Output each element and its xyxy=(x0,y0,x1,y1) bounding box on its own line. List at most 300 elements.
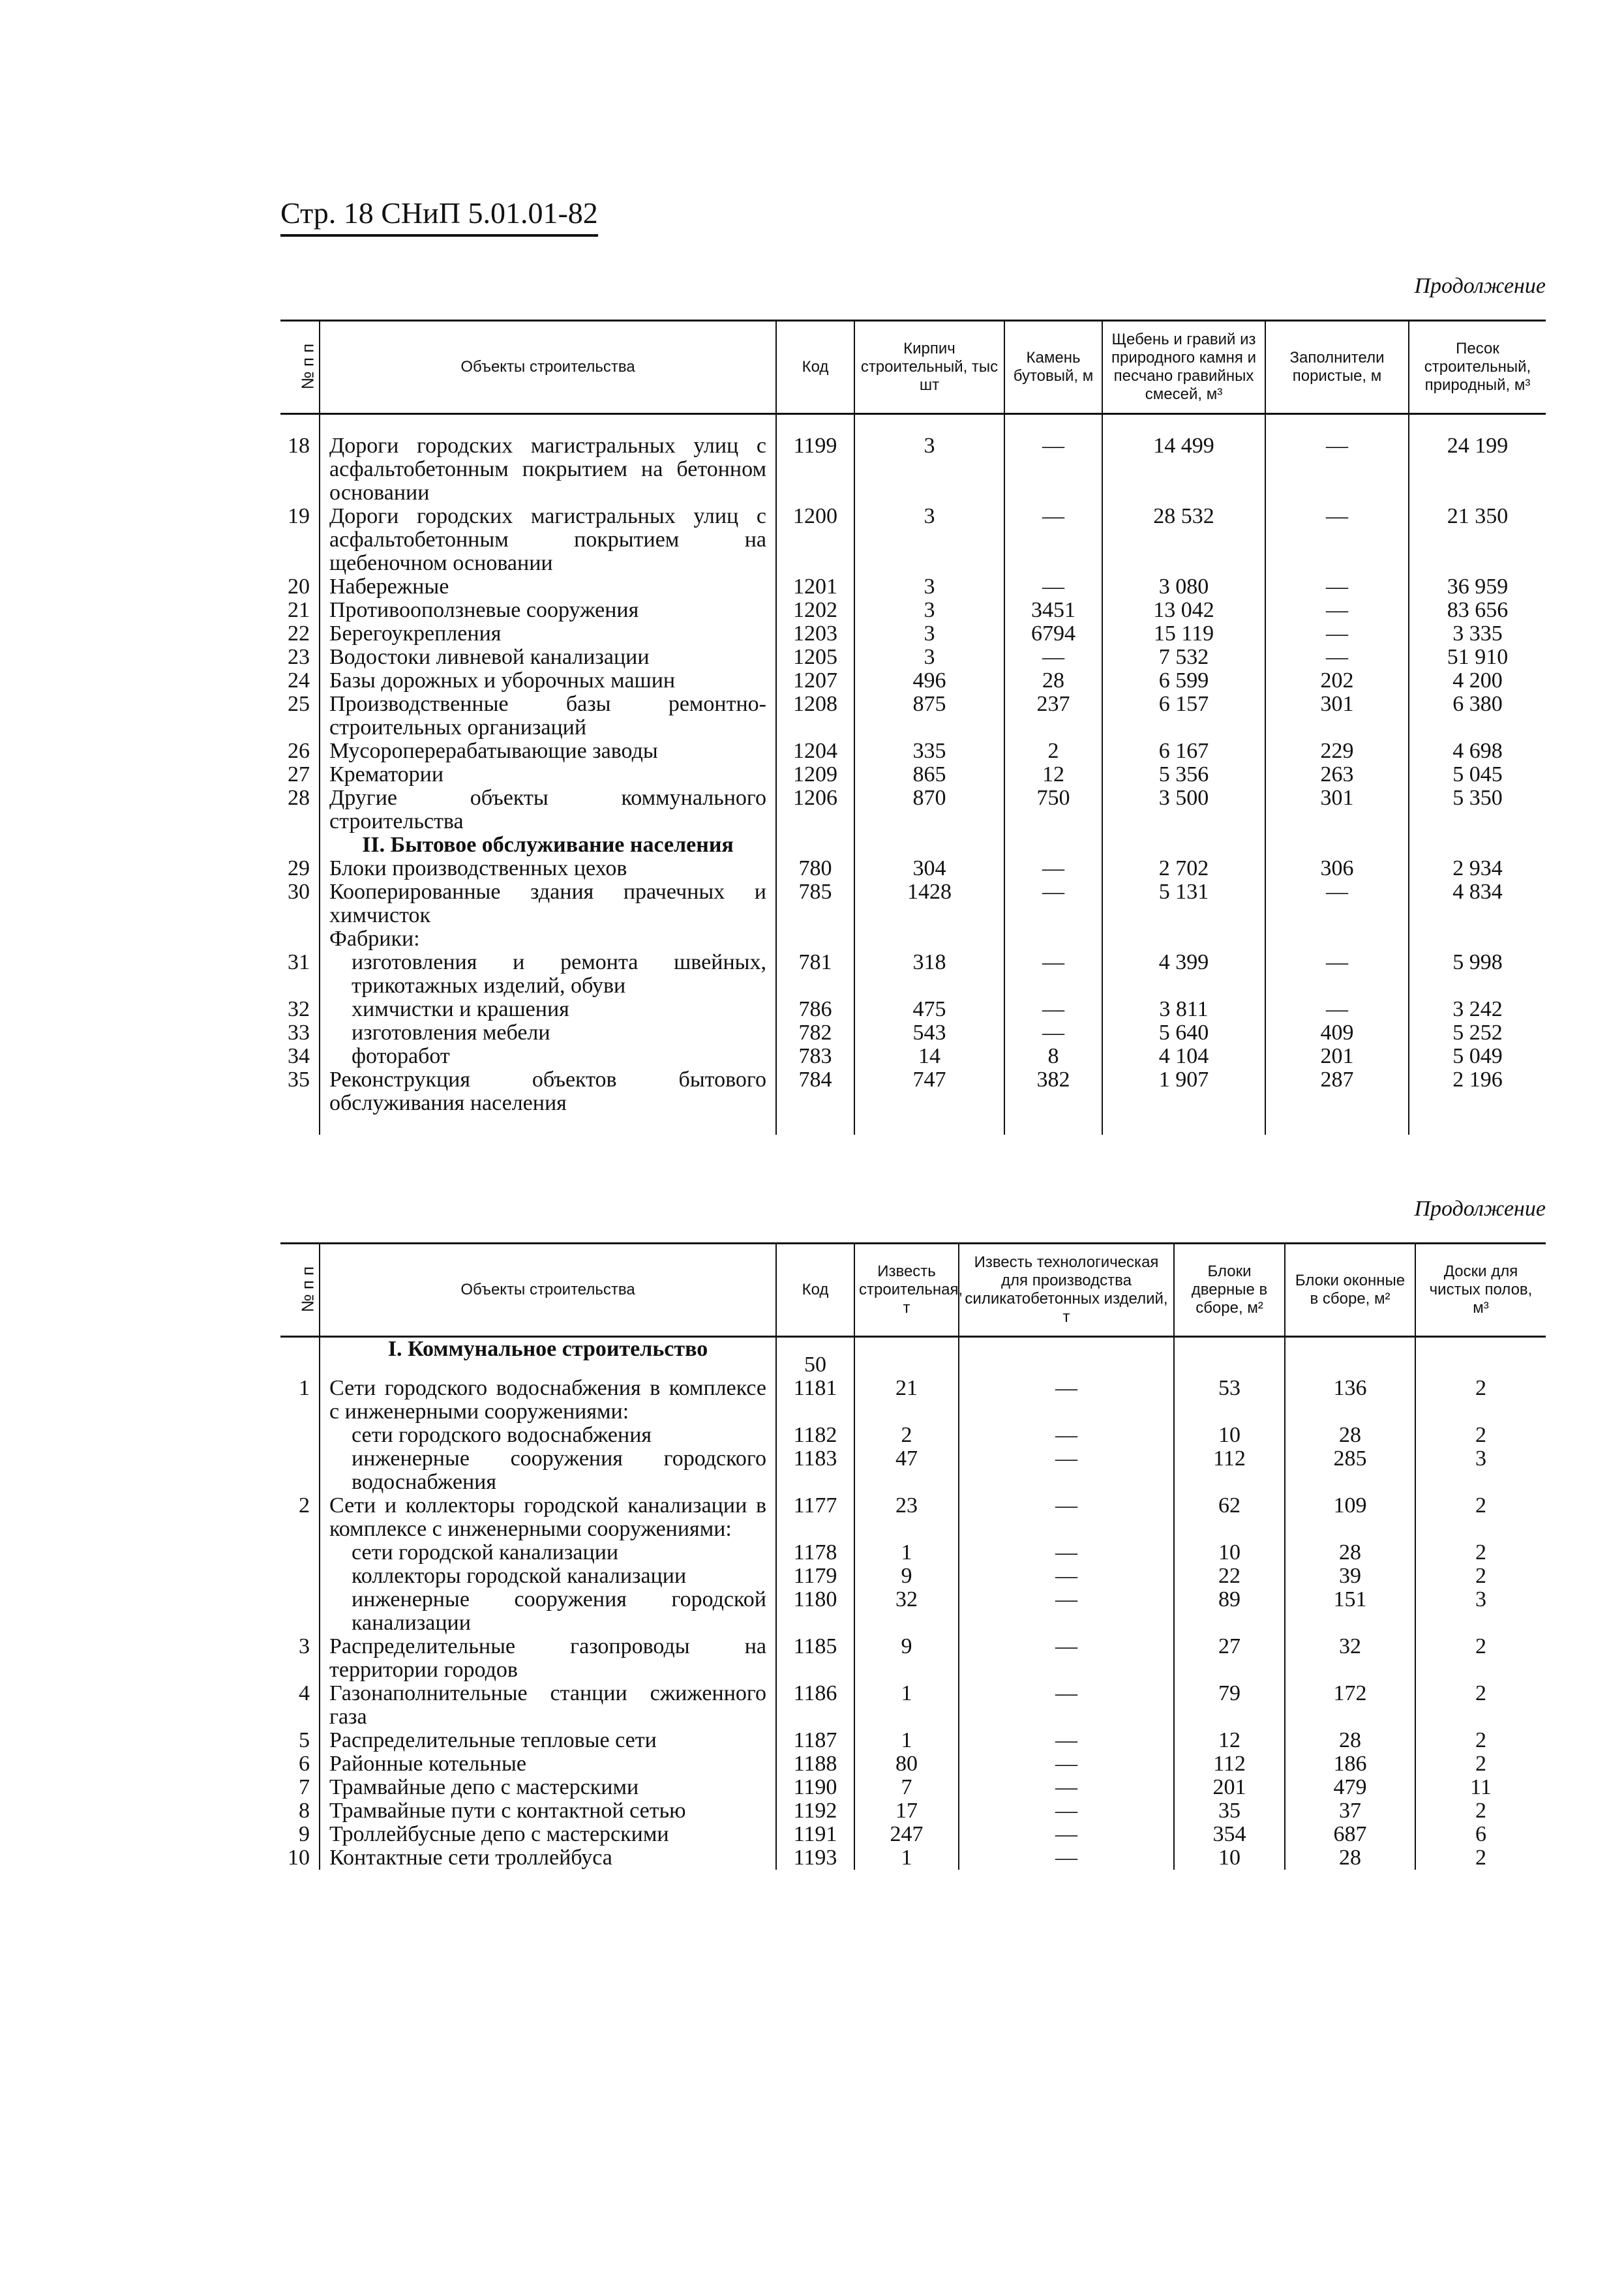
row-number xyxy=(280,1447,320,1494)
row-value: — xyxy=(959,1729,1174,1752)
row-number: 3 xyxy=(299,1634,310,1658)
row-object-name: Реконструкция объектов бытового обслуживания населения xyxy=(320,1068,776,1115)
row-code: 1201 xyxy=(776,575,854,599)
row-value: 109 xyxy=(1285,1494,1415,1541)
row-value: 1 xyxy=(854,1846,959,1870)
row-value: 9 xyxy=(854,1565,959,1588)
row-value xyxy=(1174,1337,1285,1377)
row-object-name: Блоки производственных цехов xyxy=(320,857,776,880)
table-row xyxy=(280,1729,1546,1752)
row-value: 28 xyxy=(1285,1846,1415,1870)
row-number: 24 xyxy=(288,668,310,693)
row-code: 1199 xyxy=(776,434,854,505)
row-number: 2 xyxy=(299,1493,310,1518)
row-value: 5 350 xyxy=(1409,786,1546,833)
continuation-label-2: Продолжение xyxy=(1414,1197,1546,1221)
row-object-name: Базы дорожных и уборочных машин xyxy=(320,669,776,693)
row-value: 3 080 xyxy=(1102,575,1265,599)
row-value: — xyxy=(1004,505,1102,575)
row-code: 1188 xyxy=(776,1752,854,1776)
row-object-name: Распределительные газопроводы на территории городов xyxy=(320,1635,776,1682)
table-row xyxy=(280,1494,1546,1541)
row-object-name: Берегоукрепления xyxy=(320,622,776,646)
row-value: — xyxy=(1004,575,1102,599)
row-code: 1206 xyxy=(776,786,854,833)
spacer-cell xyxy=(1004,414,1102,435)
row-object-name: Дороги городских магистральных улиц с асфальтобетонным покрытием на щебеночном основании xyxy=(320,505,776,575)
table-row xyxy=(280,786,1546,833)
row-object-name: сети городской канализации xyxy=(320,1541,776,1565)
row-number: 9 xyxy=(299,1822,310,1846)
row-value: — xyxy=(1004,857,1102,880)
row-value: 14 499 xyxy=(1102,434,1265,505)
row-value xyxy=(1265,927,1409,951)
row-value xyxy=(1102,927,1265,951)
table-row xyxy=(280,599,1546,622)
row-value: — xyxy=(959,1424,1174,1447)
row-object-name: Противооползневые сооружения xyxy=(320,599,776,622)
spacer-row xyxy=(280,414,1546,435)
row-object-name: Районные котельные xyxy=(320,1752,776,1776)
row-value: 5 045 xyxy=(1409,763,1546,786)
row-value: 89 xyxy=(1174,1588,1285,1635)
row-code: 1177 xyxy=(776,1494,854,1541)
row-value xyxy=(1285,1337,1415,1377)
row-code: 1191 xyxy=(776,1823,854,1846)
row-value: 79 xyxy=(1174,1682,1285,1729)
row-object-name: изготовления мебели xyxy=(320,1021,776,1045)
spacer-cell xyxy=(854,1115,1004,1135)
row-value: — xyxy=(1004,998,1102,1021)
row-value: 2 xyxy=(1004,740,1102,763)
row-object-name: Сети городского водоснабжения в комплексе с инженерными сооружениями: xyxy=(320,1377,776,1424)
row-value: 3 811 xyxy=(1102,998,1265,1021)
row-value: 2 xyxy=(1415,1799,1546,1823)
row-number: 5 xyxy=(299,1728,310,1752)
row-number: 23 xyxy=(288,645,310,669)
row-object-name: Кооперированные здания прачечных и химчисток xyxy=(320,880,776,927)
spacer-row xyxy=(280,1115,1546,1135)
row-code: 783 xyxy=(776,1045,854,1068)
row-object-name: фоторабот xyxy=(320,1045,776,1068)
row-value: 2 xyxy=(1415,1752,1546,1776)
row-value: 6794 xyxy=(1004,622,1102,646)
row-value: 1 xyxy=(854,1541,959,1565)
row-value xyxy=(854,1337,959,1377)
row-number: 7 xyxy=(299,1775,310,1799)
row-value: 306 xyxy=(1265,857,1409,880)
row-number: 19 xyxy=(288,504,310,528)
row-object-name: Трамвайные депо с мастерскими xyxy=(320,1776,776,1799)
spacer-cell xyxy=(1102,1115,1265,1135)
row-value xyxy=(1004,927,1102,951)
row-value: 11 xyxy=(1415,1776,1546,1799)
table-row xyxy=(280,693,1546,740)
section-code xyxy=(776,833,854,857)
table-row xyxy=(280,1588,1546,1635)
row-value: — xyxy=(959,1682,1174,1729)
row-value: 6 167 xyxy=(1102,740,1265,763)
spacer-cell xyxy=(854,414,1004,435)
row-value: 51 910 xyxy=(1409,646,1546,669)
row-value: — xyxy=(959,1823,1174,1846)
row-object-name: Мусороперерабатывающие заводы xyxy=(320,740,776,763)
row-value: 285 xyxy=(1285,1447,1415,1494)
row-value: 24 199 xyxy=(1409,434,1546,505)
row-code: 1179 xyxy=(776,1565,854,1588)
spacer-cell xyxy=(1265,414,1409,435)
row-value: 39 xyxy=(1285,1565,1415,1588)
row-value: 1 xyxy=(854,1729,959,1752)
row-code: 1181 xyxy=(776,1377,854,1424)
row-number: 32 xyxy=(288,997,310,1021)
row-value: — xyxy=(1265,646,1409,669)
row-object-name: Производственные базы ремонтно-строительных организаций xyxy=(320,693,776,740)
table-row xyxy=(280,763,1546,786)
table-row xyxy=(280,1823,1546,1846)
row-value: 3 xyxy=(854,434,1004,505)
row-object-name: коллекторы городской канализации xyxy=(320,1565,776,1588)
row-value: 22 xyxy=(1174,1565,1285,1588)
row-number: 34 xyxy=(288,1044,310,1068)
row-value: 409 xyxy=(1265,1021,1409,1045)
col-header-code: Код xyxy=(776,1244,854,1337)
row-number xyxy=(280,1588,320,1635)
row-value: 201 xyxy=(1265,1045,1409,1068)
row-value: 28 532 xyxy=(1102,505,1265,575)
row-value: 112 xyxy=(1174,1752,1285,1776)
row-value: 3 500 xyxy=(1102,786,1265,833)
row-value: 2 xyxy=(854,1424,959,1447)
row-value: 80 xyxy=(854,1752,959,1776)
table-row xyxy=(280,1846,1546,1870)
row-value: 10 xyxy=(1174,1424,1285,1447)
row-value xyxy=(1409,927,1546,951)
section-code: 50 xyxy=(776,1337,854,1377)
row-value: 7 532 xyxy=(1102,646,1265,669)
materials-table-1 xyxy=(280,320,1546,1135)
row-object-name: Водостоки ливневой канализации xyxy=(320,646,776,669)
row-value: 28 xyxy=(1285,1729,1415,1752)
table-row xyxy=(280,1021,1546,1045)
row-value: 35 xyxy=(1174,1799,1285,1823)
table-row xyxy=(280,1565,1546,1588)
row-value: 2 xyxy=(1415,1635,1546,1682)
row-value: 3 xyxy=(854,646,1004,669)
row-number: 22 xyxy=(288,621,310,646)
row-object-name: инженерные сооружения городской канализации xyxy=(320,1588,776,1635)
row-number: 33 xyxy=(288,1021,310,1045)
row-value: 2 xyxy=(1415,1377,1546,1424)
row-number: 29 xyxy=(288,856,310,880)
row-value: 21 xyxy=(854,1377,959,1424)
row-value: 263 xyxy=(1265,763,1409,786)
row-value: — xyxy=(1265,998,1409,1021)
spacer-cell xyxy=(280,414,320,435)
row-value xyxy=(1102,833,1265,857)
row-code: 1209 xyxy=(776,763,854,786)
row-number: 10 xyxy=(288,1846,310,1870)
col-header-code: Код xyxy=(776,321,854,414)
row-value: 10 xyxy=(1174,1846,1285,1870)
row-value: — xyxy=(959,1377,1174,1424)
table-row xyxy=(280,998,1546,1021)
row-number: 8 xyxy=(299,1799,310,1823)
row-value: — xyxy=(1265,599,1409,622)
row-value xyxy=(854,927,1004,951)
row-code: 786 xyxy=(776,998,854,1021)
row-value: 6 380 xyxy=(1409,693,1546,740)
row-number: 20 xyxy=(288,575,310,599)
row-value: 5 356 xyxy=(1102,763,1265,786)
row-value: 3 xyxy=(854,599,1004,622)
row-object-name: Контактные сети троллейбуса xyxy=(320,1846,776,1870)
row-value: 47 xyxy=(854,1447,959,1494)
continuation-label-1: Продолжение xyxy=(1414,274,1546,298)
row-value: 136 xyxy=(1285,1377,1415,1424)
spacer-cell xyxy=(1409,414,1546,435)
row-value: 301 xyxy=(1265,786,1409,833)
table-row xyxy=(280,1045,1546,1068)
row-value: 287 xyxy=(1265,1068,1409,1115)
row-value: 28 xyxy=(1285,1424,1415,1447)
row-value: — xyxy=(1265,575,1409,599)
col-header-door-blocks: Блоки дверные в сборе, м² xyxy=(1174,1244,1285,1337)
row-code: 1200 xyxy=(776,505,854,575)
row-value xyxy=(854,833,1004,857)
row-value: 3 xyxy=(854,575,1004,599)
row-value: 5 131 xyxy=(1102,880,1265,927)
row-value: 2 xyxy=(1415,1565,1546,1588)
table-row xyxy=(280,927,1546,951)
spacer-cell xyxy=(1004,1115,1102,1135)
row-value: 15 119 xyxy=(1102,622,1265,646)
row-code: 1185 xyxy=(776,1635,854,1682)
row-number: 31 xyxy=(288,950,310,974)
spacer-cell xyxy=(776,1115,854,1135)
table-row xyxy=(280,857,1546,880)
row-value: 3 xyxy=(854,622,1004,646)
row-value: 2 xyxy=(1415,1424,1546,1447)
row-value: 3451 xyxy=(1004,599,1102,622)
row-value: 247 xyxy=(854,1823,959,1846)
row-value: 229 xyxy=(1265,740,1409,763)
row-value: 23 xyxy=(854,1494,959,1541)
row-value: 2 934 xyxy=(1409,857,1546,880)
row-value: 237 xyxy=(1004,693,1102,740)
row-value: — xyxy=(1265,434,1409,505)
row-value: 865 xyxy=(854,763,1004,786)
row-value: 5 998 xyxy=(1409,951,1546,998)
row-value: 687 xyxy=(1285,1823,1415,1846)
row-code: 1207 xyxy=(776,669,854,693)
row-value: 201 xyxy=(1174,1776,1285,1799)
row-value: — xyxy=(1265,880,1409,927)
row-value: 335 xyxy=(854,740,1004,763)
materials-table-2 xyxy=(280,1242,1546,1870)
row-value: — xyxy=(1265,505,1409,575)
table-row xyxy=(280,505,1546,575)
row-value: 32 xyxy=(1285,1635,1415,1682)
row-number: 25 xyxy=(288,692,310,716)
row-object-name: химчистки и крашения xyxy=(320,998,776,1021)
row-code: 780 xyxy=(776,857,854,880)
row-code: 1190 xyxy=(776,1776,854,1799)
row-object-name: Другие объекты коммунального строительства xyxy=(320,786,776,833)
table-row xyxy=(280,1635,1546,1682)
row-code: 1203 xyxy=(776,622,854,646)
spacer-cell xyxy=(320,414,776,435)
row-value: 32 xyxy=(854,1588,959,1635)
col-header-crushed-stone: Щебень и гравий из природного камня и песчано гравийных смесей, м³ xyxy=(1102,321,1265,414)
row-value: — xyxy=(959,1565,1174,1588)
row-value: — xyxy=(1265,951,1409,998)
row-value: 4 200 xyxy=(1409,669,1546,693)
row-value: — xyxy=(1004,434,1102,505)
row-value: 2 xyxy=(1415,1729,1546,1752)
section-title: II. Бытовое обслуживание населения xyxy=(320,833,776,857)
table-row xyxy=(280,951,1546,998)
row-value: 1 907 xyxy=(1102,1068,1265,1115)
row-value: 6 xyxy=(1415,1823,1546,1846)
row-value: — xyxy=(1004,1021,1102,1045)
row-value: 382 xyxy=(1004,1068,1102,1115)
row-value: 3 335 xyxy=(1409,622,1546,646)
row-number xyxy=(280,1337,320,1377)
table-row xyxy=(280,1752,1546,1776)
row-number: 26 xyxy=(288,739,310,763)
table-row xyxy=(280,1377,1546,1424)
row-value: 4 399 xyxy=(1102,951,1265,998)
row-object-name: Дороги городских магистральных улиц с асфальтобетонным покрытием на бетонном основании xyxy=(320,434,776,505)
row-value: 151 xyxy=(1285,1588,1415,1635)
row-value: 53 xyxy=(1174,1377,1285,1424)
row-code: 1205 xyxy=(776,646,854,669)
row-number: 21 xyxy=(288,598,310,622)
row-value xyxy=(1415,1337,1546,1377)
col-header-number: № п п xyxy=(280,1244,320,1337)
row-value: 2 196 xyxy=(1409,1068,1546,1115)
row-value: 7 xyxy=(854,1776,959,1799)
row-value: 28 xyxy=(1285,1541,1415,1565)
row-value: 543 xyxy=(854,1021,1004,1045)
table-row xyxy=(280,669,1546,693)
row-value: 202 xyxy=(1265,669,1409,693)
table-row xyxy=(280,1776,1546,1799)
row-value: 2 xyxy=(1415,1846,1546,1870)
row-number xyxy=(280,927,320,951)
row-code: 781 xyxy=(776,951,854,998)
row-value: 10 xyxy=(1174,1541,1285,1565)
row-value: 2 xyxy=(1415,1494,1546,1541)
row-value: 4 698 xyxy=(1409,740,1546,763)
table-row xyxy=(280,1068,1546,1115)
row-number xyxy=(280,1424,320,1447)
row-value: 17 xyxy=(854,1799,959,1823)
row-value: 750 xyxy=(1004,786,1102,833)
row-value: 172 xyxy=(1285,1682,1415,1729)
col-header-object: Объекты строительства xyxy=(320,321,776,414)
row-value: 301 xyxy=(1265,693,1409,740)
section-row xyxy=(280,1337,1546,1377)
row-code xyxy=(776,927,854,951)
row-value: 13 042 xyxy=(1102,599,1265,622)
table-row xyxy=(280,646,1546,669)
row-object-name: изготовления и ремонта швейных, трикотажных изделий, обуви xyxy=(320,951,776,998)
row-value: 37 xyxy=(1285,1799,1415,1823)
row-number: 30 xyxy=(288,880,310,904)
row-value: 186 xyxy=(1285,1752,1415,1776)
row-code: 1186 xyxy=(776,1682,854,1729)
row-code: 1204 xyxy=(776,740,854,763)
row-value: 21 350 xyxy=(1409,505,1546,575)
row-value: 870 xyxy=(854,786,1004,833)
row-value: 304 xyxy=(854,857,1004,880)
row-value: 28 xyxy=(1004,669,1102,693)
table-row xyxy=(280,1682,1546,1729)
row-code: 1183 xyxy=(776,1447,854,1494)
col-header-brick: Кирпич строительный, тыс шт xyxy=(854,321,1004,414)
row-value: — xyxy=(959,1635,1174,1682)
row-object-name: сети городского водоснабжения xyxy=(320,1424,776,1447)
row-value: 8 xyxy=(1004,1045,1102,1068)
row-code: 1180 xyxy=(776,1588,854,1635)
table-header-row xyxy=(280,321,1546,414)
row-object-name: инженерные сооружения городского водоснабжения xyxy=(320,1447,776,1494)
row-object-name: Трамвайные пути с контактной сетью xyxy=(320,1799,776,1823)
table-row xyxy=(280,434,1546,505)
row-value: 2 xyxy=(1415,1682,1546,1729)
row-code: 784 xyxy=(776,1068,854,1115)
spacer-cell xyxy=(1102,414,1265,435)
col-header-tech-lime: Известь технологическая для производства силикатобетонных изделий, т xyxy=(959,1244,1174,1337)
row-number: 4 xyxy=(299,1681,310,1705)
row-value: 5 049 xyxy=(1409,1045,1546,1068)
table-row xyxy=(280,880,1546,927)
row-object-name: Фабрики: xyxy=(320,927,776,951)
row-value: 5 640 xyxy=(1102,1021,1265,1045)
row-value: 475 xyxy=(854,998,1004,1021)
row-value: 112 xyxy=(1174,1447,1285,1494)
row-value: — xyxy=(1004,646,1102,669)
row-value: 5 252 xyxy=(1409,1021,1546,1045)
row-value: 62 xyxy=(1174,1494,1285,1541)
row-value: — xyxy=(959,1752,1174,1776)
table-row xyxy=(280,622,1546,646)
table-header-row xyxy=(280,1244,1546,1337)
table-row xyxy=(280,1447,1546,1494)
row-value: 3 xyxy=(1415,1447,1546,1494)
row-value: 3 xyxy=(1415,1588,1546,1635)
col-header-sand: Песок строительный, природный, м³ xyxy=(1409,321,1546,414)
table-row xyxy=(280,1799,1546,1823)
row-code: 1192 xyxy=(776,1799,854,1823)
row-number: 28 xyxy=(288,786,310,810)
spacer-cell xyxy=(776,414,854,435)
row-value: 1428 xyxy=(854,880,1004,927)
col-header-porous-fillers: Заполнители пористые, м xyxy=(1265,321,1409,414)
row-value: 36 959 xyxy=(1409,575,1546,599)
row-value: — xyxy=(959,1846,1174,1870)
row-value: 318 xyxy=(854,951,1004,998)
row-number: 18 xyxy=(288,434,310,458)
row-value: 4 834 xyxy=(1409,880,1546,927)
row-number xyxy=(280,1541,320,1565)
row-value: 83 656 xyxy=(1409,599,1546,622)
col-header-number: № п п xyxy=(280,321,320,414)
row-object-name: Набережные xyxy=(320,575,776,599)
col-header-window-blocks: Блоки оконные в сборе, м² xyxy=(1285,1244,1415,1337)
